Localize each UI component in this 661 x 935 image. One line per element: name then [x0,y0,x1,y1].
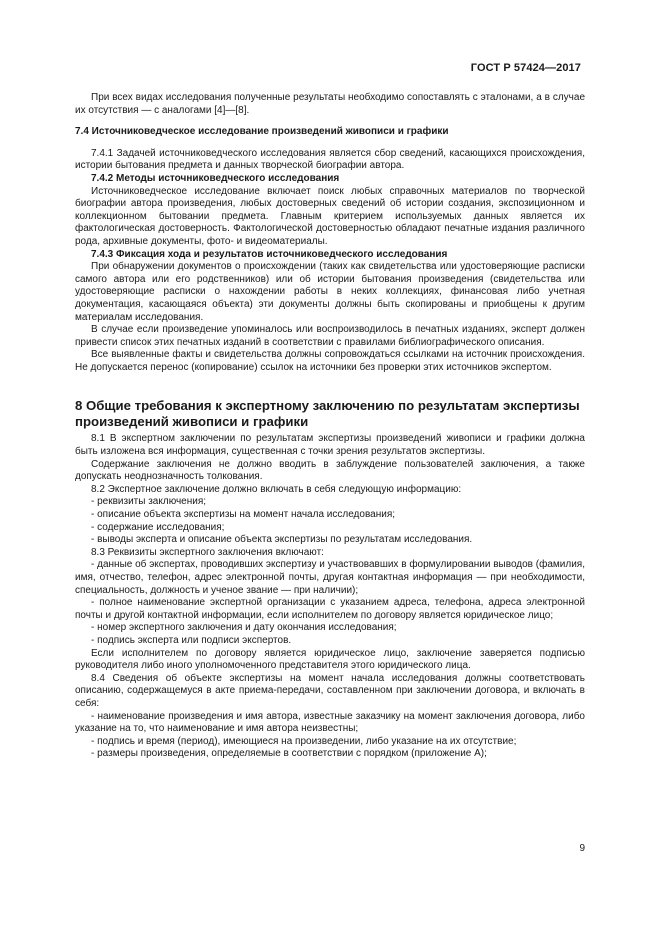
document-body [75,92,585,761]
page-number: 9 [579,843,585,854]
paragraph: - полное наименование экспертной организации с указанием адреса, телефона, адреса электронной почты и другой контактной информации, если исполнителем по договору является юридическое лицо; [75,597,585,621]
paragraph: При всех видах исследования полученные результаты необходимо сопоставлять с эталонами, а в случае их отсутствия — с аналогами [4]—[8]. [75,92,585,116]
subsection-heading: 7.4 Источниковедческое исследование произведений живописи и графики [75,126,449,138]
paragraph: Источниковедческое исследование включает поиск любых справочных материалов по творческой биографии автора произведения, любых достоверных сведений об истории создания, экспозиционном и коллекционном бытовании предмета. Главным критерием используемых данных является их фактологическая достоверность. Фактологической достоверностью обладают печатные издания различного рода, архивные документы, фото- и видеоматериалы. [75,185,585,247]
paragraph: - наименование произведения и имя автора, известные заказчику на момент заключения договора, либо указание на то, что наименование и имя автора неизвестны; [75,710,585,735]
paragraph: 7.4.1 Задачей источниковедческого исследования является сбор сведений, касающихся происхождения, истории бытования предмета и данных творческой биографии автора. [75,147,585,172]
paragraph: 8.3 Реквизиты экспертного заключения включают: [91,546,324,558]
paragraph: - реквизиты заключения; [91,496,207,508]
paragraph: - номер экспертного заключения и дату окончания исследования; [91,622,397,634]
paragraph: - данные об экспертах, проводивших экспертизу и участвовавших в формулировании выводов (фамилия, имя, отчество, телефон, адрес электронной почты, другая контактная информация — при необходимости, специальность, должность и ученое звание — при наличии); [75,559,585,596]
paragraph: Все выявленные факты и свидетельства должны сопровождаться ссылками на источник происхождения. Не допускается перенос (копирование) ссылок на источники без проверки этих источников экспертом. [75,349,585,373]
paragraph: В случае если произведение упоминалось или воспроизводилось в печатных изданиях, эксперт должен привести список этих печатных изданий в соответствии с правилами библиографического описания. [75,324,585,348]
paragraph: - содержание исследования; [91,521,225,533]
paragraph: 8.4 Сведения об объекте экспертизы на момент начала исследования должны соответствовать описанию, содержащемуся в акте приема-передачи, составленном при заключении договора, и включать в себя: [75,672,585,709]
paragraph: - подпись эксперта или подписи экспертов. [91,634,292,646]
paragraph: Содержание заключения не должно вводить в заблуждение пользователей заключения, а также допускать неоднозначность толкования. [75,458,585,483]
paragraph: - описание объекта экспертизы на момент начала исследования; [91,509,396,521]
section-heading: 8 Общие требования к экспертному заключению по результатам экспертизы произведений живописи и графики [75,398,580,429]
paragraph: - размеры произведения, определяемые в соответствии с порядком (приложение А); [91,748,487,760]
paragraph: 8.1 В экспертном заключении по результатам экспертизы произведений живописи и графики должна быть изложена вся информация, существенная с точки зрения результатов экспертизы. [75,433,585,458]
paragraph: Если исполнителем по договору является юридическое лицо, заключение заверяется подписью руководителя либо иного уполномоченного представителя этого юридического лица. [75,647,585,672]
clause-heading: 7.4.3 Фиксация хода и результатов источниковедческого исследования [91,248,448,260]
paragraph: - подпись и время (период), имеющиеся на произведении, либо указание на их отсутствие; [91,735,517,747]
standard-code: ГОСТ Р 57424—2017 [470,62,581,74]
paragraph: При обнаружении документов о происхождении (таких как свидетельства или удостоверяющие расписки самого автора или его родственников) или об истории бытования произведения (свидетельства или удостоверяющие расписки о нахождении работы в неких коллекциях, финансовая либо учетная документация, касающаяся объекта) эти документы должны быть скопированы и приобщены к другим материалам исследования. [75,261,585,323]
paragraph: 8.2 Экспертное заключение должно включать в себя следующую информацию: [91,483,462,495]
clause-heading: 7.4.2 Методы источниковедческого исследования [91,172,340,184]
paragraph: - выводы эксперта и описание объекта экспертизы по результатам исследования. [91,534,473,546]
